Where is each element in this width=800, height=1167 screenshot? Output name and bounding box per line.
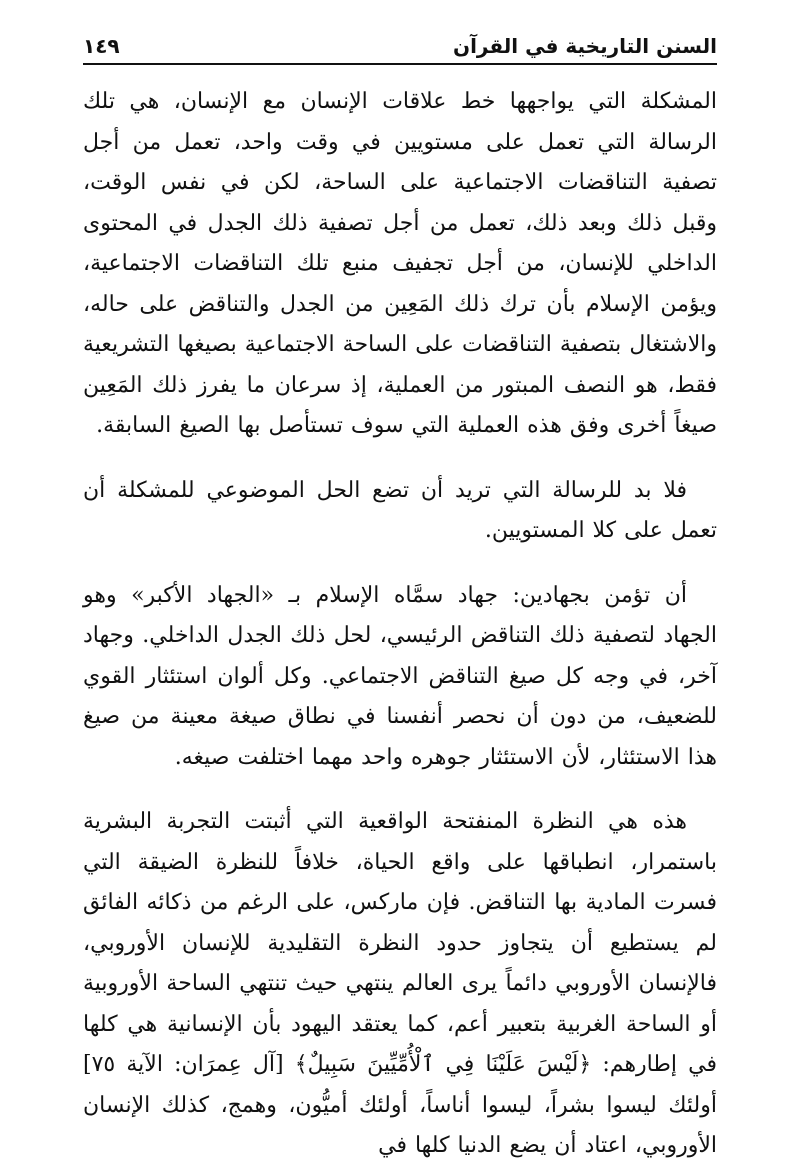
paragraph-3: أن تؤمن بجهادين: جهاد سمَّاه الإسلام بـ «الجهاد الأكبر» وهو الجهاد لتصفية ذلك التناقض الرئيسي، لحل ذلك الجدل الداخلي. وجهاد آخر، في وجه كل صيغ التناقض الاجتماعي. وكل ألوان استئثار القوي للضعيف، من دون أن نحصر أنفسنا في نطاق صيغة معينة من صيغ هذا الاستئثار، لأن الاستئثار جوهره واحد مهما اختلفت صيغه. bbox=[83, 582, 717, 770]
body-text bbox=[83, 82, 717, 1167]
paragraph-gap bbox=[83, 552, 717, 576]
paragraph-gap bbox=[83, 447, 717, 471]
page-number: ١٤٩ bbox=[83, 34, 120, 58]
paragraph-4: هذه هي النظرة المنفتحة الواقعية التي أثبتت التجربة البشرية باستمرار، انطباقها على واقع الحياة، خلافاً للنظرة الضيقة التي فسرت المادية بها التناقض. فإن ماركس، على الرغم من ذكائه الفائق لم يستطيع أن يتجاوز حدود النظرة التقليدية للإنسان الأوروبي، فالإنسان الأوروبي دائماً يرى العالم ينتهي حيث تنتهي الساحة الأوروبية أو الساحة الغربية بتعبير أعم، كما يعتقد اليهود بأن الإنسانية هي كلها في إطارهم: ﴿لَيْسَ عَلَيْنَا فِي ٱلْأُمِّيِّينَ سَبِيلٌ﴾ [آل عِمرَان: الآية ٧٥] أولئك ليسوا بشراً، ليسوا أناساً، أولئك أميُّون، وهمج، كذلك الإنسان الأوروبي، اعتاد أن يضع الدنيا كلها في bbox=[83, 809, 717, 1158]
header-divider bbox=[83, 63, 717, 65]
running-title: السنن التاريخية في القرآن bbox=[453, 34, 717, 58]
running-header bbox=[83, 22, 717, 62]
paragraph-gap bbox=[83, 778, 717, 802]
paragraph-2: فلا بد للرسالة التي تريد أن تضع الحل الموضوعي للمشكلة أن تعمل على كلا المستويين. bbox=[83, 477, 717, 543]
paragraph-1: المشكلة التي يواجهها خط علاقات الإنسان مع الإنسان، هي تلك الرسالة التي تعمل على مستويين في وقت واحد، تعمل من أجل تصفية التناقضات الاجتماعية على الساحة، لكن في نفس الوقت، وقبل ذلك وبعد ذلك، تعمل من أجل تصفية ذلك الجدل في المحتوى الداخلي للإنسان، من أجل تجفيف منبع تلك التناقضات الاجتماعية، ويؤمن الإسلام بأن ترك ذلك المَعِين من الجدل والتناقض على حاله، والاشتغال بتصفية التناقضات على الساحة الاجتماعية بصيغها التشريعية فقط، هو النصف المبتور من العملية، إذ سرعان ما يفرز ذلك المَعِين صيغاً أخرى وفق هذه العملية التي سوف تستأصل بها الصيغ السابقة. bbox=[83, 89, 717, 438]
